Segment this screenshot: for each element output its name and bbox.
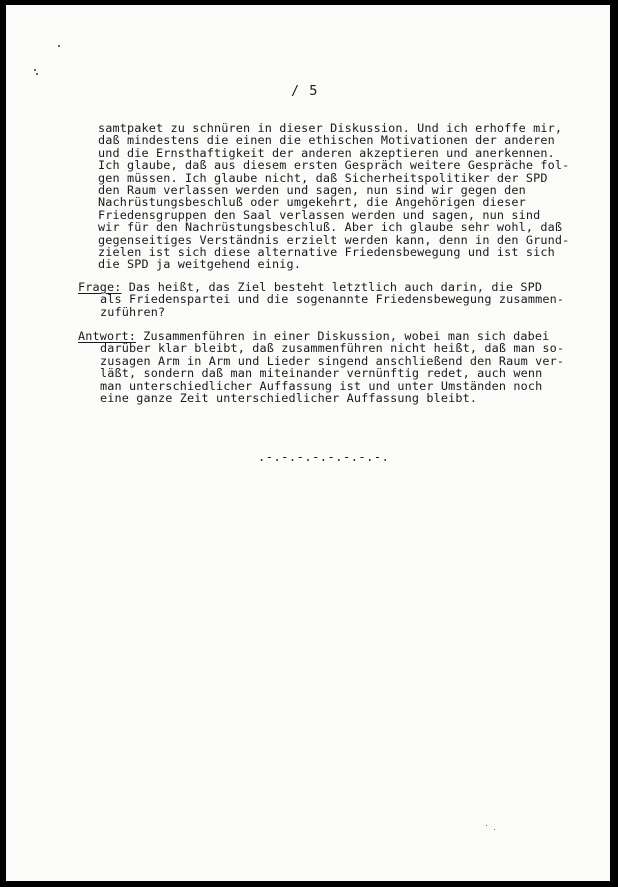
answer-label: Antwort: [78,329,137,343]
text-line: Nachrüstungsbeschluß oder umgekehrt, die Angehörigen dieser [98,195,526,210]
scan-speck [58,45,60,47]
scan-speck [36,73,38,75]
text-line: eine ganze Zeit unterschiedlicher Auffassung bleibt. [100,391,478,406]
question-label: Frage: [78,280,122,294]
scan-speck [494,829,495,830]
scan-speck [486,825,487,826]
text-line: zielen ist sich diese alternative Friedensbewegung und ist sich [98,245,555,260]
text-line: zuführen? [100,304,166,319]
text-line: Ich glaube, daß aus diesem ersten Gespräch weitere Gespräche fol- [98,158,570,173]
text-line: darüber klar bleibt, daß zusammenführen nicht heißt, daß man so- [100,341,565,356]
text-line: wir für den Nachrüstungsbeschluß. Aber ich glaube sehr wohl, daß [98,220,563,235]
text-line: zusagen Arm in Arm und Lieder singend anschließend den Raum ver- [100,353,565,368]
text-line: man unterschiedlicher Auffassung ist und unter Umständen noch [100,378,543,393]
text-line: läßt, sondern daß man miteinander vernünftig redet, auch wenn [100,366,543,381]
page-number: / 5 [291,83,319,99]
text-line: den Raum verlassen werden und sagen, nun sind wir gegen den [98,183,526,198]
question-text: Das heißt, das Ziel besteht letztlich auch darin, die SPD [121,280,543,294]
text-line: samtpaket zu schnüren in dieser Diskussion. Und ich erhoffe mir, [98,121,563,135]
text-line: und die Ernsthaftigkeit der anderen akzeptieren und anerkennen. [98,145,555,160]
paragraph-continuation [98,122,578,271]
scan-speck [34,69,36,71]
answer-block [78,330,578,404]
section-separator: .-.-.-.-.-.-.-.-. [258,450,390,464]
text-line: gegenseitiges Verständnis erzielt werden kann, denn in den Grund- [98,232,570,247]
document-page [6,5,610,881]
text-line: die SPD ja weitgehend einig. [98,257,302,272]
text-line: Friedensgruppen den Saal verlassen werden und sagen, nun sind [98,207,541,222]
text-line: gen müssen. Ich glaube nicht, daß Sicherheitspolitiker der SPD [98,170,548,185]
text-line: daß mindestens die einen die ethischen Motivationen der anderen [98,133,555,148]
answer-text: Zusammenführen in einer Diskussion, wobei man sich dabei [136,329,550,343]
text-line: als Friedenspartei und die sogenannte Friedensbewegung zusammen- [100,292,565,307]
question-block [78,281,578,318]
